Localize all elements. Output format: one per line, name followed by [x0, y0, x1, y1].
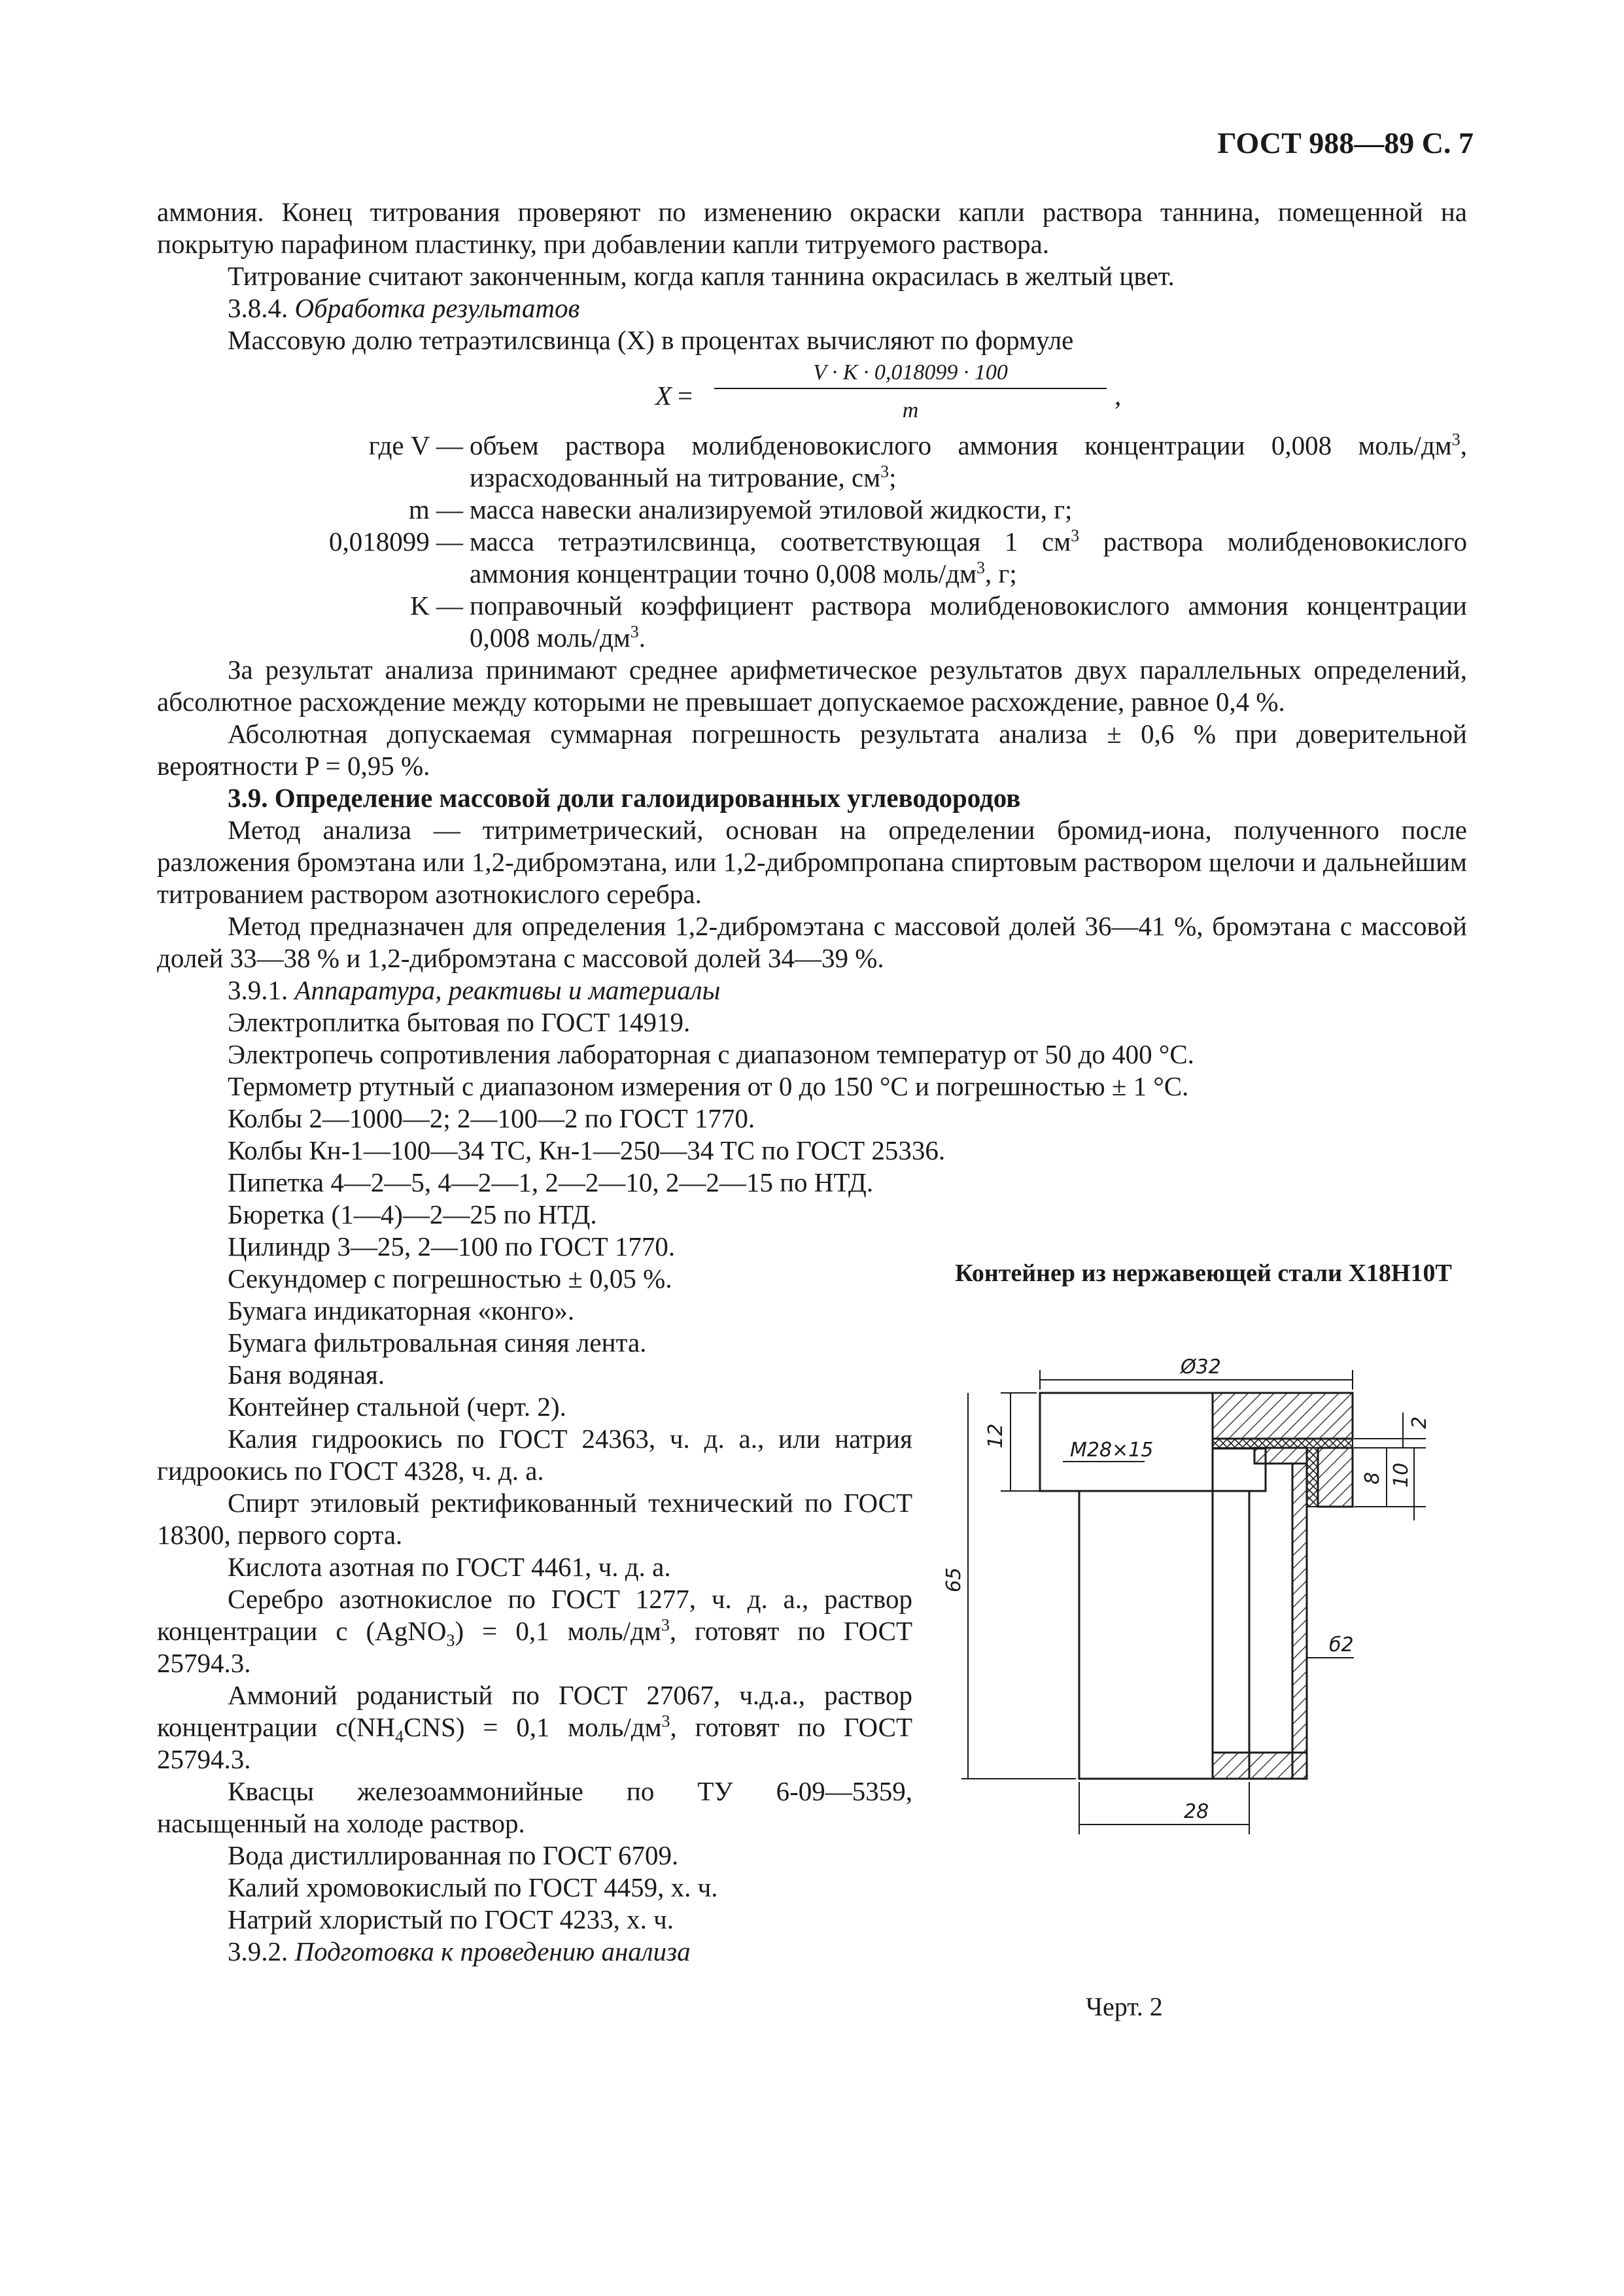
list-item: Калия гидроокись по ГОСТ 24363, ч. д. а., или натрия гидроокись по ГОСТ 4328, ч. д. а.	[157, 1424, 912, 1486]
body-inner	[1079, 1491, 1213, 1779]
paragraph: Метод предназначен для определения 1,2-дибромэтана с массовой долей 36—41 %, бромэтана с массовой долей 33—38 % и 1,2-дибромэтана с массовой долей 34—39 %.	[157, 911, 1467, 973]
dim-62: б2	[1329, 1634, 1354, 1656]
where-key: 0,018099 —	[329, 526, 463, 557]
formula-lhs: X	[655, 381, 672, 411]
section-heading-3-8-4	[157, 292, 1467, 324]
list-item: Цилиндр 3—25, 2—100 по ГОСТ 1770.	[228, 1231, 676, 1261]
list-item: Баня водяная.	[228, 1360, 385, 1390]
dim-thread: М28×15	[1070, 1439, 1154, 1462]
list-item: Спирт этиловый ректификованный технический по ГОСТ 18300, первого сорта.	[157, 1488, 912, 1550]
body-bottom	[1213, 1753, 1307, 1779]
list-item: Квасцы железоаммонийные по ТУ 6-09—5359, насыщенный на холоде раствор.	[157, 1776, 912, 1838]
formula-numerator: V · K · 0,018099 · 100	[813, 360, 1008, 385]
list-item: Пипетка 4—2—5, 4—2—1, 2—2—10, 2—2—15 по НТД.	[228, 1167, 874, 1197]
where-key: K —	[410, 591, 463, 621]
where-item-v	[157, 430, 1467, 494]
list-item: Бумага индикаторная «конго».	[228, 1295, 575, 1326]
list-item: Колбы Кн-1—100—34 ТС, Кн-1—250—34 ТС по ГОСТ 25336.	[228, 1135, 946, 1165]
dim-28: 28	[1184, 1800, 1209, 1823]
list-item: Калий хромовокислый по ГОСТ 4459, х. ч.	[228, 1872, 718, 1902]
paragraph: Абсолютная допускаемая суммарная погрешность результата анализа ± 0,6 % при доверительной вероятности P = 0,95 %.	[157, 719, 1467, 781]
formula-trail: ,	[1114, 381, 1122, 411]
section-heading-3-9-2	[157, 1936, 912, 1968]
section-number: 3.9.1.	[228, 975, 288, 1005]
gasket	[1213, 1439, 1353, 1448]
dimension-lines	[961, 1370, 1426, 1834]
section-title: Обработка результатов	[294, 293, 580, 323]
dim-2: 2	[1408, 1416, 1431, 1429]
paragraph: аммония. Конец титрования проверяют по изменению окраски капли раствора таннина, помещенной на покрытую парафином пластинку, при добавлении капли титруемого раствора.	[157, 197, 1467, 259]
technical-drawing	[929, 1259, 1478, 1978]
where-value: масса навески анализируемой этиловой жидкости, г;	[470, 494, 1073, 524]
list-item-silver-nitrate: Серебро азотнокислое по ГОСТ 1277, ч. д. а., раствор концентрации c (AgNO$_3$) = 0,1 моль/$дм^3$, готовят по ГОСТ 25794.3.	[157, 1584, 912, 1678]
dim-10: 10	[1390, 1462, 1413, 1488]
list-item: Натрий хлористый по ГОСТ 4233, х. ч.	[228, 1904, 674, 1934]
list-item: Бюретка (1—4)—2—25 по НТД.	[228, 1199, 597, 1229]
paragraph: Титрование считают законченным, когда капля таннина окрасилась в желтый цвет.	[228, 261, 1175, 291]
where-value: объем раствора молибденовокислого аммония концентрации 0,008 моль/$дм^3$, израсходованный на титрование, $см^3$;	[470, 430, 1467, 492]
thread	[1307, 1448, 1318, 1507]
list-item: Термометр ртутный с диапазоном измерения от 0 до 150 °С и погрешностью ± 1 °С.	[228, 1071, 1189, 1101]
narrow-column	[157, 1199, 912, 1968]
list-item: Кислота азотная по ГОСТ 4461, ч. д. а.	[228, 1552, 671, 1582]
figure-container-drawing	[929, 1259, 1478, 2021]
formula	[157, 356, 1467, 427]
list-item: Колбы 2—1000—2; 2—100—2 по ГОСТ 1770.	[228, 1103, 755, 1133]
formula-eq: =	[678, 381, 693, 411]
lid-skirt	[1318, 1448, 1353, 1507]
page-header: ГОСТ 988—89 С. 7	[1217, 126, 1474, 160]
where-key: m —	[408, 494, 463, 524]
where-item-k	[157, 590, 1467, 654]
inner-lip	[1254, 1448, 1307, 1464]
where-list	[157, 430, 1467, 654]
fraction-bar	[714, 388, 1107, 389]
where-item-m	[157, 494, 1467, 526]
list-item-ammonium-thiocyanate: Аммоний роданистый по ГОСТ 27067, ч.д.а., раствор концентрации $c(NH_4CNS) = 0,1$ моль/$дм^3$, готовят по ГОСТ 25794.3.	[157, 1680, 912, 1774]
paragraph: Массовую долю тетраэтилсвинца (X) в процентах вычисляют по формуле	[228, 325, 1074, 355]
list-item: Электропечь сопротивления лабораторная с диапазоном температур от 50 до 400 °С.	[228, 1039, 1194, 1069]
lid-hatch	[1213, 1393, 1353, 1439]
list-item: Электроплитка бытовая по ГОСТ 14919.	[228, 1007, 691, 1037]
list-item: Контейнер стальной (черт. 2).	[228, 1392, 566, 1422]
dim-12: 12	[984, 1423, 1007, 1448]
dim-65: 65	[942, 1567, 965, 1592]
section-title: Аппаратура, реактивы и материалы	[294, 975, 721, 1005]
formula-denominator: m	[902, 398, 919, 422]
paragraph: За результат анализа принимают среднее арифметическое результатов двух параллельных определений, абсолютное расхождение между которыми не превышает допускаемое расхождение, равное 0,4 %.	[157, 655, 1467, 717]
list-item: Секундомер с погрешностью ± 0,05 %.	[228, 1263, 672, 1294]
list-item: Бумага фильтровальная синяя лента.	[228, 1328, 647, 1358]
where-value: масса тетраэтилсвинца, соответствующая 1 $см^3$ раствора молибденовокислого аммония концентрации точно 0,008 моль/$дм^3$, г;	[470, 526, 1467, 589]
figure-caption: Черт. 2	[1086, 1992, 1163, 2021]
section-heading-3-9: 3.9. Определение массовой доли галоидированных углеводородов	[228, 783, 1021, 813]
dim-diameter-32: Ø32	[1181, 1356, 1221, 1379]
paragraph: Метод анализа — титриметрический, основан на определении бромид-иона, полученного после разложения бромэтана или 1,2-дибромэтана, или 1,2-дибромпропана спиртовым раствором щелочи и дальнейшим титрованием раствором азотнокислого серебра.	[157, 815, 1467, 909]
where-value: поправочный коэффициент раствора молибденовокислого аммония концентрации 0,008 моль/$дм^3$.	[470, 591, 1467, 653]
figure-title: Контейнер из нержавеющей стали Х18Н10Т	[955, 1259, 1452, 1287]
section-heading-3-9-1	[157, 974, 1467, 1006]
section-number: 3.8.4.	[228, 293, 288, 323]
section-title: Подготовка к проведению анализа	[294, 1936, 691, 1966]
dim-8: 8	[1361, 1471, 1384, 1484]
section-number: 3.9.2.	[228, 1936, 288, 1966]
where-key: где V —	[368, 430, 463, 460]
body-wall	[1292, 1464, 1307, 1779]
list-item: Вода дистиллированная по ГОСТ 6709.	[228, 1840, 679, 1870]
where-item-constant	[157, 526, 1467, 590]
